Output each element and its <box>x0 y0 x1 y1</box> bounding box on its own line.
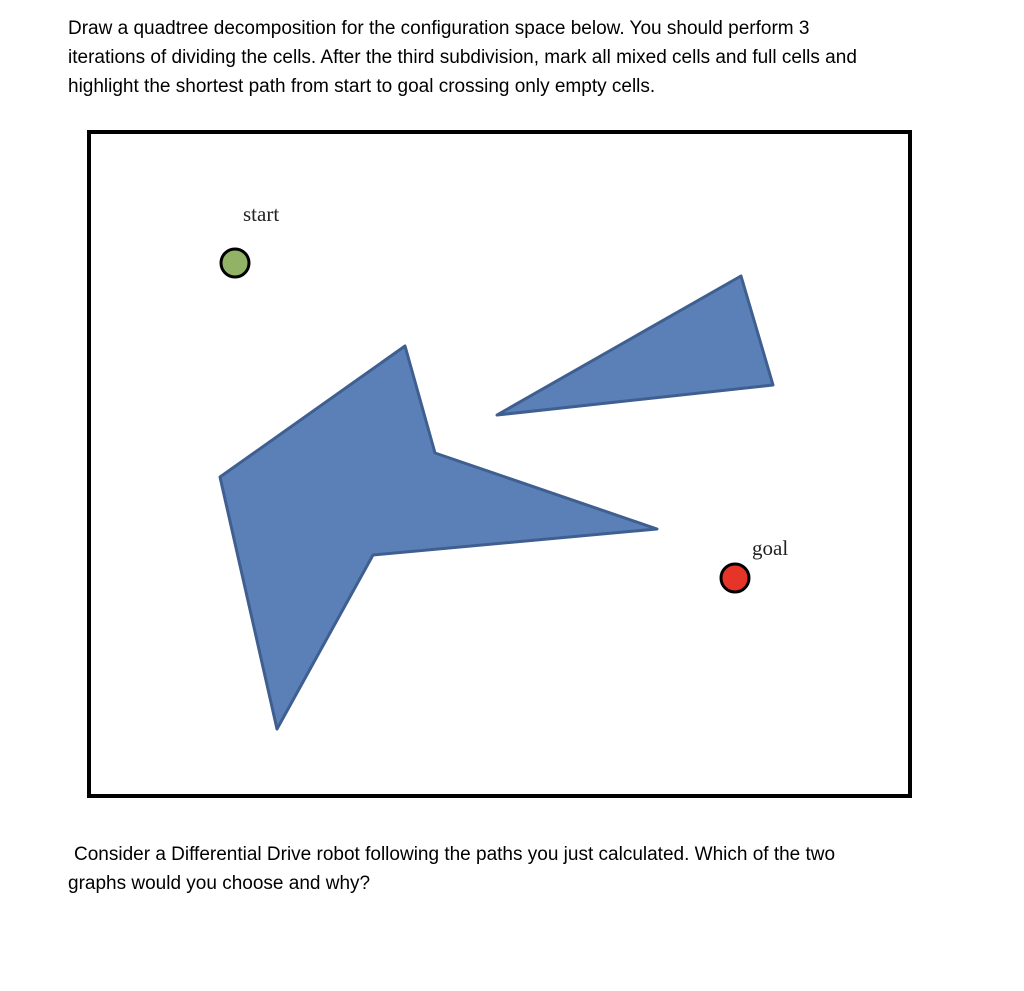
start-point <box>221 249 249 277</box>
goal-label: goal <box>752 536 789 560</box>
start-label: start <box>243 202 280 226</box>
followup-line-1: Consider a Differential Drive robot following the paths you just calculated. Which of the two <box>74 844 836 865</box>
question-line-1: Draw a quadtree decomposition for the configuration space below. You should perform 3 <box>68 18 810 39</box>
followup-question-text <box>68 840 968 898</box>
configuration-space-border <box>89 132 910 796</box>
followup-line-2: graphs would you choose and why? <box>68 873 371 894</box>
goal-point <box>721 564 749 592</box>
question-line-3: highlight the shortest path from start to goal crossing only empty cells. <box>68 76 656 97</box>
question-line-2: iterations of dividing the cells. After the third subdivision, mark all mixed cells and full cells and <box>68 47 857 68</box>
